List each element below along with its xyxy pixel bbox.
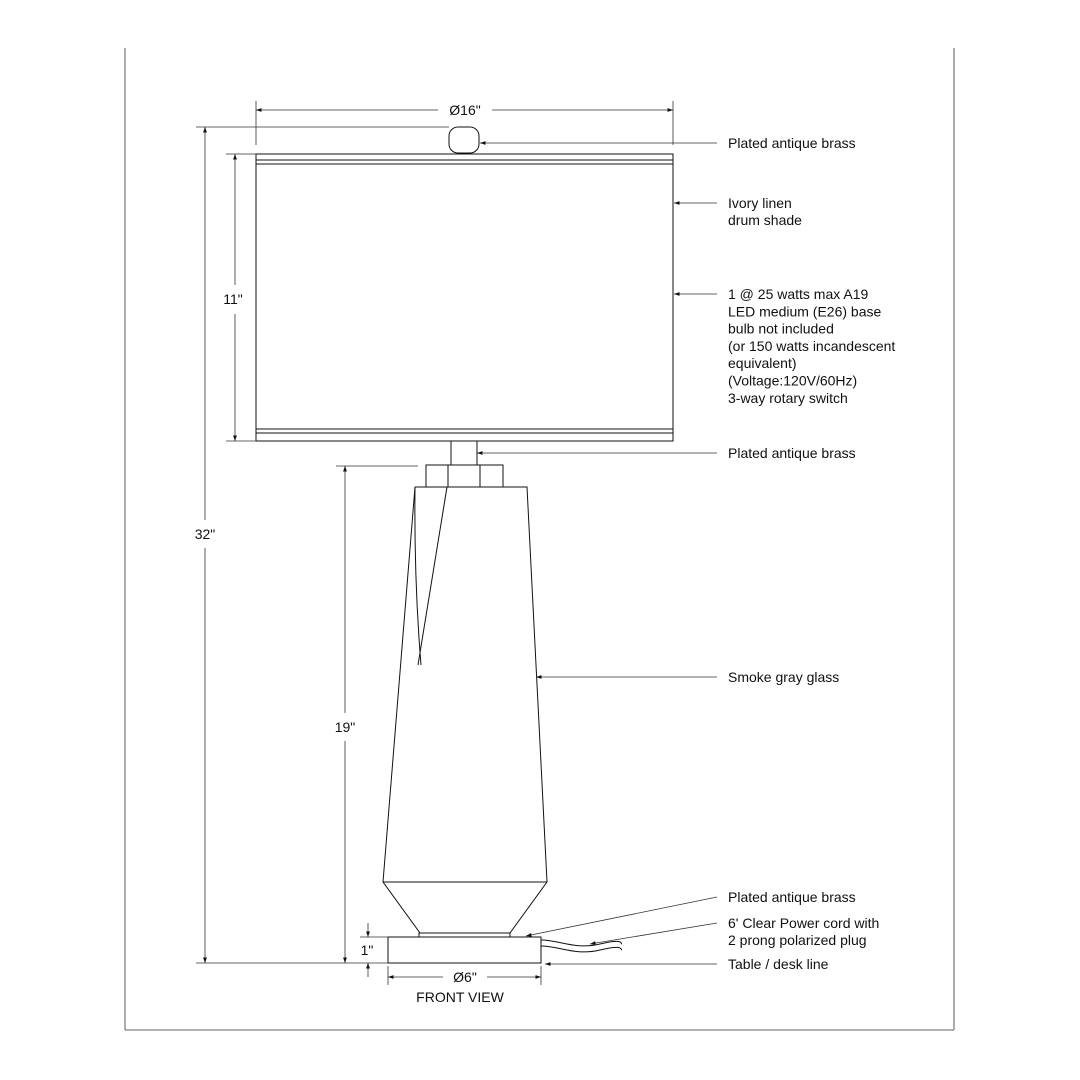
- dim-base-height: 1": [360, 942, 374, 958]
- callout-neck: Plated antique brass: [728, 445, 856, 461]
- dim-shade-diameter: Ø16": [449, 102, 481, 118]
- dim-shade-height: 11": [223, 291, 243, 307]
- neck: [426, 441, 503, 487]
- dim-overall-height: 32": [194, 526, 216, 542]
- dimension-lines: [195, 101, 673, 985]
- callout-body: Smoke gray glass: [728, 669, 840, 685]
- callout-labels: [416, 135, 899, 1005]
- finial: [449, 127, 479, 153]
- callout-bulb: 1 @ 25 watts max A19 LED medium (E26) base bulb not included (or 150 watts incandescent equivalent) (Voltage:120V/60Hz) 3-way rotary switch: [728, 286, 896, 406]
- view-label: FRONT VIEW: [416, 989, 504, 1005]
- drawing-frame: [125, 48, 954, 1030]
- drum-shade: [256, 154, 673, 441]
- callout-leaders: [477, 143, 717, 964]
- base-plate: [388, 933, 541, 963]
- dim-base-diameter: Ø6": [453, 969, 477, 985]
- glass-body: [383, 487, 547, 933]
- dim-body-height: 19": [334, 719, 356, 735]
- callout-base-plate: Plated antique brass: [728, 889, 856, 905]
- callout-finial: Plated antique brass: [728, 135, 856, 151]
- lamp-outline: [256, 127, 673, 963]
- callout-shade: Ivory linen drum shade: [728, 195, 802, 228]
- callout-cord: 6' Clear Power cord with 2 prong polarized plug: [728, 915, 880, 948]
- callout-table: Table / desk line: [728, 956, 829, 972]
